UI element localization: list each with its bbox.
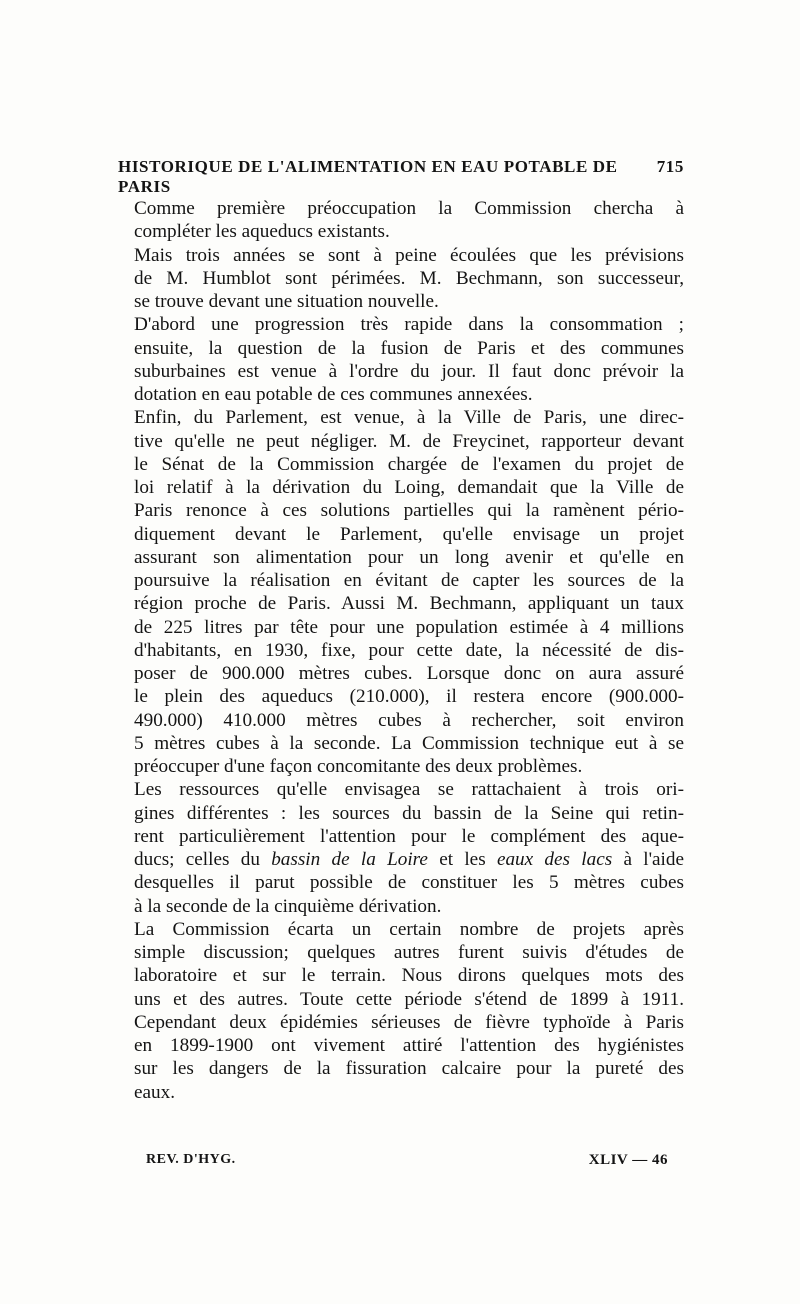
text-line: se trouve devant une situation nouvelle. (134, 291, 439, 312)
text-line: Les ressources qu'elle envisagea se rattachaient à trois ori- (134, 779, 684, 801)
text-line: rent particulièrement l'attention pour le complément des aque- (134, 825, 684, 847)
running-head-title: HISTORIQUE DE L'ALIMENTATION EN EAU POTABLE DE PARIS (118, 157, 618, 196)
signature-right: XLIV — 46 (588, 1152, 668, 1168)
text-line: diquement devant le Parlement, qu'elle envisage un projet (134, 523, 684, 545)
text-line: sur les dangers de la fissuration calcaire pour la pureté des (134, 1058, 684, 1080)
signature-left: REV. D'HYG. (146, 1152, 236, 1167)
running-head (118, 157, 684, 197)
paragraph (116, 313, 684, 406)
paragraph (116, 918, 684, 1104)
text-line: tive qu'elle ne peut négliger. M. de Freycinet, rapporteur devant (134, 430, 684, 452)
text-line: suburbaines est venue à l'ordre du jour. Il faut donc prévoir la (134, 360, 684, 382)
text-line: le plein des aqueducs (210.000), il restera encore (900.000- (134, 686, 684, 708)
text-line: 490.000) 410.000 mètres cubes à rechercher, soit environ (134, 709, 684, 731)
text-line: Enfin, du Parlement, est venue, à la Ville de Paris, une direc- (134, 407, 684, 429)
text-line: assurant son alimentation pour un long avenir et qu'elle en (134, 546, 684, 568)
italic-phrase: eaux des lacs (496, 849, 613, 870)
text-line: eaux. (134, 1081, 176, 1103)
paragraph (116, 406, 684, 778)
text-line: dotation en eau potable de ces communes annexées. (134, 384, 533, 405)
paragraph (116, 197, 684, 244)
body-text (116, 197, 684, 1104)
text-line: ducs; celles du bassin de la Loire et les eaux des lacs à l'aide (134, 849, 684, 870)
text-line: loi relatif à la dérivation du Loing, demandait que la Ville de (134, 477, 684, 498)
text-line: poser de 900.000 mètres cubes. Lorsque donc on aura assuré (134, 663, 684, 684)
text-line: laboratoire et sur le terrain. Nous dirons quelques mots des (134, 965, 684, 987)
text-line: Paris renonce à ces solutions partielles qui la ramènent pério- (134, 500, 684, 522)
text-line: ensuite, la question de la fusion de Paris et des communes (134, 337, 684, 359)
text-line: en 1899-1900 ont vivement attiré l'attention des hygiénistes (134, 1035, 684, 1056)
text-line: La Commission écarta un certain nombre de projets après (134, 918, 684, 940)
text-line: région proche de Paris. Aussi M. Bechmann, appliquant un taux (134, 593, 684, 615)
text-line: de M. Humblot sont périmées. M. Bechmann, son successeur, (134, 267, 684, 289)
text-line: desquelles il parut possible de constituer les 5 mètres cubes (134, 872, 684, 894)
paragraph (116, 778, 684, 918)
paragraph (116, 244, 684, 314)
text-line: de 225 litres par tête pour une population estimée à 4 millions (134, 616, 684, 638)
text-line: compléter les aqueducs existants. (134, 221, 390, 243)
text-line: 5 mètres cubes à la seconde. La Commission technique eut à se (134, 732, 684, 754)
text-line: préoccuper d'une façon concomitante des deux problèmes. (134, 756, 583, 777)
page-number: 715 (656, 157, 684, 176)
text-line: gines différentes : les sources du bassin de la Seine qui retin- (134, 802, 684, 824)
page-footer (146, 1152, 668, 1169)
text-line: Comme première préoccupation la Commission chercha à (134, 198, 684, 219)
text-line: D'abord une progression très rapide dans la consommation ; (134, 314, 684, 336)
text-line: poursuive la réalisation en évitant de capter les sources de la (134, 570, 684, 591)
text-line: le Sénat de la Commission chargée de l'examen du projet de (134, 453, 684, 475)
italic-phrase: bassin de la Loire (271, 849, 428, 870)
text-line: simple discussion; quelques autres furent suivis d'études de (134, 942, 684, 963)
text-line: d'habitants, en 1930, fixe, pour cette date, la nécessité de dis- (134, 639, 684, 661)
text-line: uns et des autres. Toute cette période s'étend de 1899 à 1911. (134, 988, 684, 1010)
text-line: Cependant deux épidémies sérieuses de fièvre typhoïde à Paris (134, 1011, 684, 1033)
text-line: Mais trois années se sont à peine écoulées que les prévisions (134, 244, 684, 266)
text-line: à la seconde de la cinquième dérivation. (134, 895, 442, 917)
